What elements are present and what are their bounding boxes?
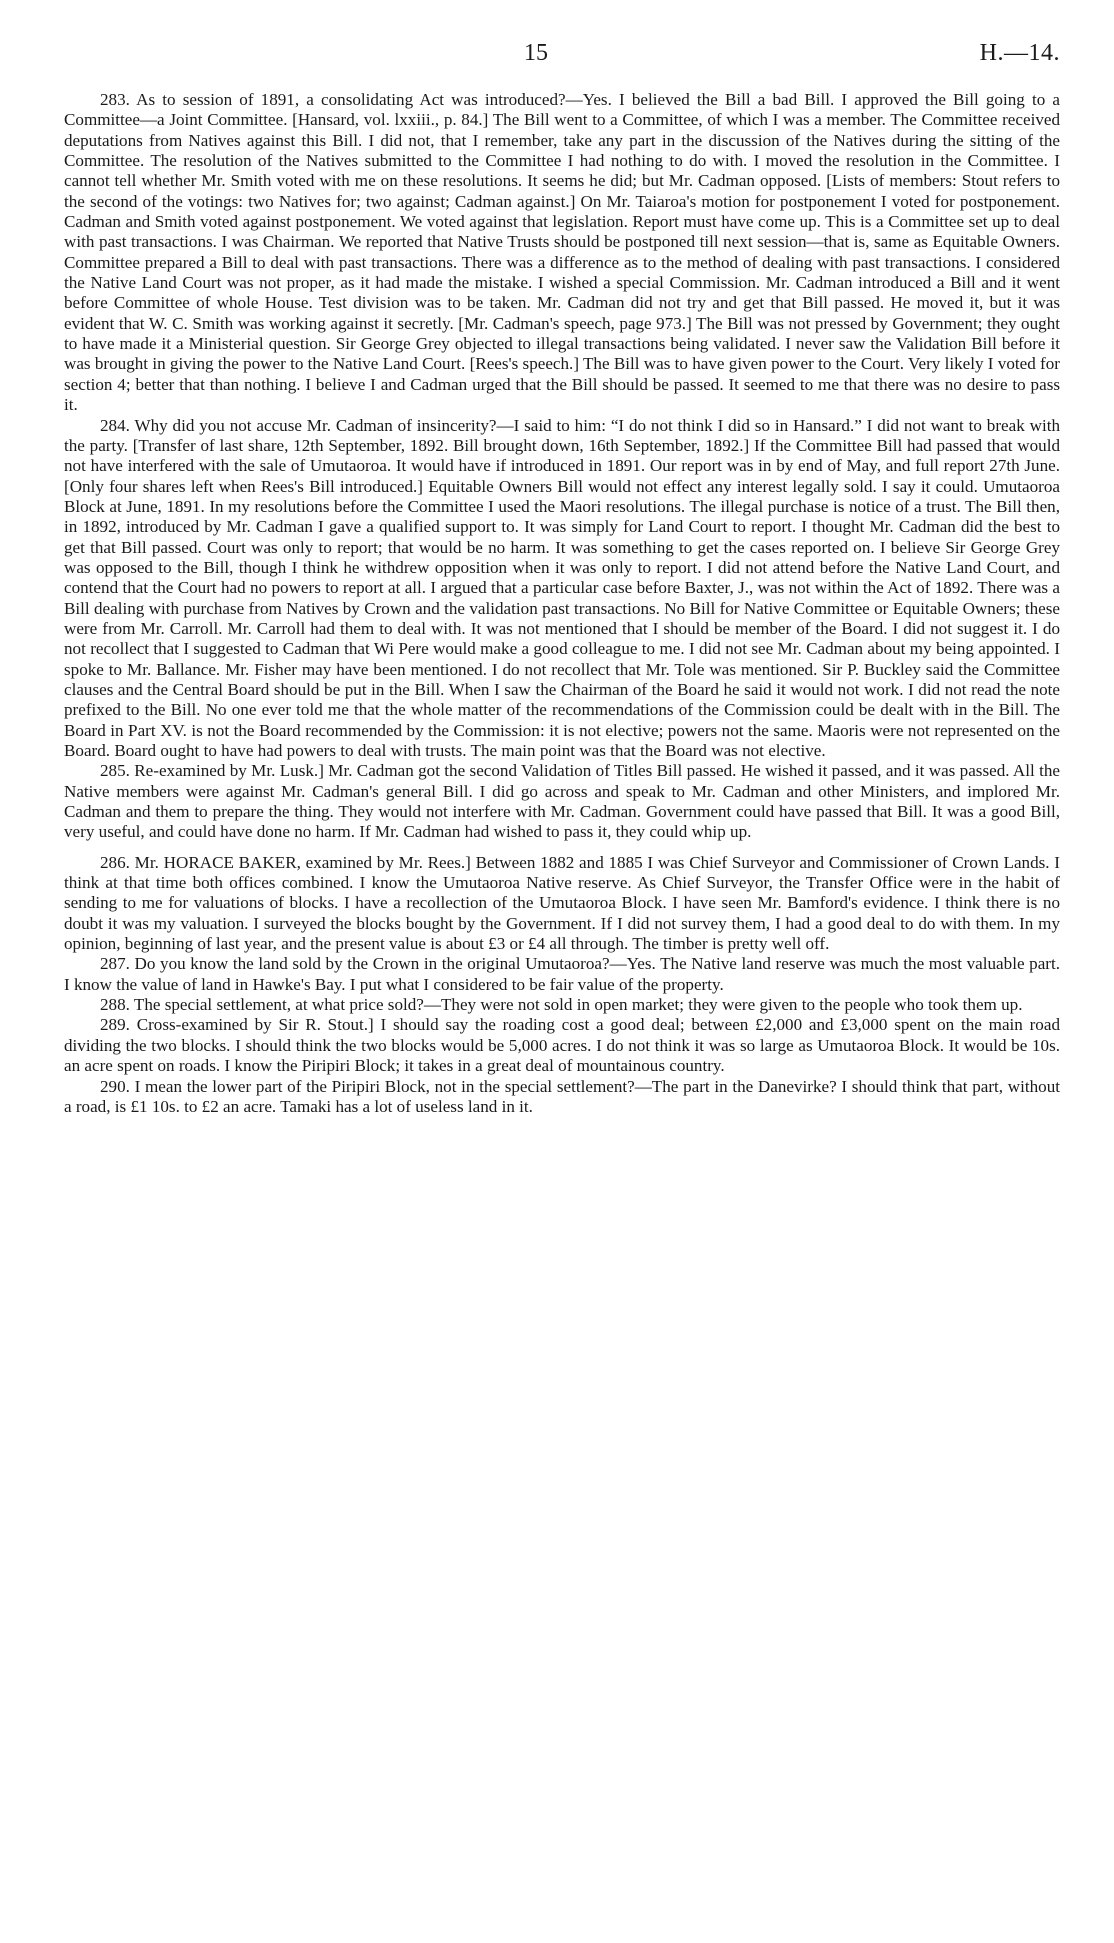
paragraph-288: 288. The special settlement, at what price sold?—They were not sold in open market; they were given to the people who took them up.: [100, 995, 1023, 1015]
page-header: [64, 40, 1060, 76]
page-number: 15: [524, 40, 548, 66]
paragraph-289: 289. Cross-examined by Sir R. Stout.] I should say the roading cost a good deal; between £2,000 and £3,000 spent on the main road dividing the two blocks. I should think the two blocks would be 5,000 acres. I do not think it was so large as Umutaoroa Block. It would be 10s. an acre spent on roads. I know the Piripiri Block; it takes in a great deal of mountainous country.: [64, 1015, 1060, 1076]
body-text: [64, 90, 1060, 1117]
paragraph-284: 284. Why did you not accuse Mr. Cadman of insincerity?—I said to him: “I do not think I did so in Hansard.” I did not want to break with the party. [Transfer of last share, 12th September, 1892. Bill brought down, 16th September, 1892.] If the Committee Bill had passed that would not have interfered with the sale of Umutaoroa. It would have if introduced in 1891. Our report was in by end of May, and full report 27th June. [Only four shares left when Rees's Bill introduced.] Equitable Owners Bill would not effect any interest legally sold. I say it could. Umutaoroa Block at June, 1891. In my resolutions before the Committee I used the Maori resolutions. The illegal purchase is notice of a trust. The Bill then, in 1892, introduced by Mr. Cadman I gave a qualified support to. It was simply for Land Court to report. I thought Mr. Cadman did the best to get that Bill passed. Court was only to report; that would be no harm. It was something to get the cases reported on. I believe Sir George Grey was opposed to the Bill, though I think he withdrew opposition when it was only to report. I did not attend before the Native Land Court, and contend that the Court had no powers to report at all. I argued that a particular case before Baxter, J., was not within the Act of 1892. There was a Bill dealing with purchase from Natives by Crown and the validation past transactions. No Bill for Native Committee or Equitable Owners; these were from Mr. Carroll. Mr. Carroll had them to deal with. It was not mentioned that I should be member of the Board. I did not suggest it. I do not recollect that I suggested to Cadman that Wi Pere would make a good colleague to me. I did not see Mr. Cadman about my being appointed. I spoke to Mr. Ballance. Mr. Fisher may have been mentioned. I do not recollect that Mr. Tole was mentioned. Sir P. Buckley said the Committee clauses and the Central Board should be put in the Bill. When I saw the Chairman of the Board he said it would not work. I did not read the note prefixed to the Bill. No one ever told me that the whole matter of the recommendations of the Commission could be dealt with in the Bill. The Board in Part XV. is not the Board recommended by the Commission: it is not elective; powers not the same. Maoris were not represented on the Board. Board ought to have had powers to deal with trusts. The main point was that the Board was not elective.: [64, 415, 1060, 760]
paragraph-287: 287. Do you know the land sold by the Crown in the original Umutaoroa?—Yes. The Native land reserve was much the most valuable part. I know the value of land in Hawke's Bay. I put what I considered to be fair value of the property.: [64, 954, 1060, 994]
document-series-code: H.—14.: [979, 40, 1060, 66]
document-page: [64, 40, 1060, 1117]
paragraph-283: 283. As to session of 1891, a consolidating Act was introduced?—Yes. I believed the Bill a bad Bill. I approved the Bill going to a Committee—a Joint Committee. [Hansard, vol. lxxiii., p. 84.] The Bill went to a Committee, of which I was a member. The Committee received deputations from Natives against this Bill. I did not, that I remember, take any part in the discussion of the Natives during the sitting of the Committee. The resolution of the Natives submitted to the Committee I had nothing to do with. I moved the resolution in the Committee. I cannot tell whether Mr. Smith voted with me on these resolutions. It seems he did; but Mr. Cadman opposed. [Lists of members: Stout refers to the second of the votings: two Natives for; two against; Cadman against.] On Mr. Taiaroa's motion for postponement I voted for postponement. Cadman and Smith voted against postponement. We voted against that legislation. Report must have come up. This is a Committee set up to deal with past transactions. I was Chairman. We reported that Native Trusts should be postponed till next session—that is, same as Equitable Owners. Committee prepared a Bill to deal with past transactions. There was a difference as to the method of dealing with past transactions. I considered the Native Land Court was not proper, as it had made the mistake. I wished a special Commission. Mr. Cadman introduced a Bill and it went before Committee of whole House. Test division was to be taken. Mr. Cadman did not try and get that Bill passed. He moved it, but it was evident that W. C. Smith was working against it secretly. [Mr. Cadman's speech, page 973.] The Bill was not pressed by Government; they ought to have made it a Ministerial question. Sir George Grey objected to illegal transactions being validated. I never saw the Validation Bill before it was brought in giving the power to the Native Land Court. [Rees's speech.] The Bill was to have given power to the Court. Very likely I voted for section 4; better that than nothing. I believe I and Cadman urged that the Bill should be passed. It seemed to me that there was no desire to pass it.: [64, 90, 1060, 415]
paragraph-285: 285. Re-examined by Mr. Lusk.] Mr. Cadman got the second Validation of Titles Bill passed. He wished it passed, and it was passed. All the Native members were against Mr. Cadman's general Bill. I did go across and speak to Mr. Cadman and other Ministers, and implored Mr. Cadman and them to prepare the thing. They would not interfere with Mr. Cadman. Government could have passed that Bill. It was a good Bill, very useful, and could have done no harm. If Mr. Cadman had wished to pass it, they could whip up.: [64, 761, 1060, 842]
paragraph-290: 290. I mean the lower part of the Piripiri Block, not in the special settlement?—The part in the Danevirke? I should think that part, without a road, is £1 10s. to £2 an acre. Tamaki has a lot of useless land in it.: [64, 1076, 1060, 1116]
paragraph-286: 286. Mr. HORACE BAKER, examined by Mr. Rees.] Between 1882 and 1885 I was Chief Surveyor and Commissioner of Crown Lands. I think at that time both offices combined. I know the Umutaoroa Native reserve. As Chief Surveyor, the Transfer Office were in the habit of sending to me for valuations of blocks. I have a recollection of the Umutaoroa Block. I have seen Mr. Bamford's evidence. I think there is no doubt it was my valuation. I surveyed the blocks bought by the Government. If I did not survey them, I had a good deal to do with them. In my opinion, beginning of last year, and the present value is about £3 or £4 all through. The timber is pretty well off.: [64, 852, 1060, 954]
